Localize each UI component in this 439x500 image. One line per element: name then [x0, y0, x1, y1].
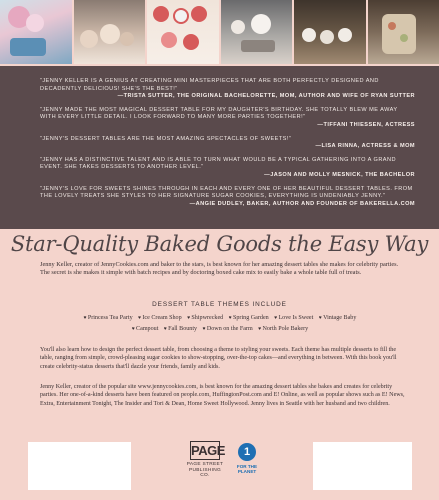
- barcode-area-left: [28, 442, 131, 490]
- testimonials-band: [0, 66, 439, 229]
- themes-title: DESSERT TABLE THEMES INCLUDE: [152, 301, 287, 308]
- publisher-logo-mark: PAGE: [191, 443, 225, 458]
- theme-item: ♥ Down on the Farm: [203, 326, 253, 332]
- publisher-logo-name: PAGE STREET PUBLISHING CO.: [186, 462, 224, 478]
- testimonial-text: “JENNY'S LOVE FOR SWEETS SHINES THROUGH IN EACH AND EVERY ONE OF HER BEAUTIFUL DESSERT TABLES. FROM THE LOVELY TREATS SHE STYLES TO HER SIGNATURE SUGAR COOKIES, EVERYTHING IS UNDENIABLY JENNY.”: [40, 185, 413, 200]
- intro-paragraph: Jenny Keller, creator of JennyCookies.com and baker to the stars, is best known for her amazing dessert tables she makes for celebrity parties. The secret is she makes it simple with batch recipes and by doctoring boxed cake mix to easily bake a whole table full of treats.: [40, 261, 399, 277]
- theme-item: ♥ Campout: [132, 326, 159, 332]
- barcode-area-right: [313, 442, 412, 490]
- photo-dessert-table: [221, 0, 293, 64]
- testimonial: [40, 107, 415, 130]
- photo-strip: [0, 0, 439, 64]
- testimonial-attribution: —LISA RINNA, ACTRESS & MOM: [315, 143, 415, 150]
- testimonial-attribution: —TRISTA SUTTER, THE ORIGINAL BACHELORETTE, MOM, AUTHOR AND WIFE OF RYAN SUTTER: [117, 93, 415, 100]
- theme-item: ♥ Fall Bounty: [164, 326, 197, 332]
- author-bio: Jenny Keller, creator of the popular site www.jennycookies.com, is best known for the amazing dessert tables she bakes and creates for celebrity parties. Her one-of-a-kind desserts have been featured on people.com, HuffingtonPost.com and E! Online, as well as popular shows such as E! News, Extra, Entertainment Tonight, The Insider and Tori & Dean, Home Sweet Hollywood. Jenny lives in Seattle with her husband and two children.: [40, 384, 405, 407]
- planet-logo-name: FOR THE PLANET: [236, 464, 258, 475]
- testimonial-text: “JENNY'S DESSERT TABLES ARE THE MOST AMAZING SPECTACLES OF SWEETS!”: [40, 135, 292, 142]
- theme-item: ♥ Vintage Baby: [319, 315, 357, 321]
- photo-cake: [368, 0, 439, 64]
- theme-item: ♥ Princess Tea Party: [84, 315, 133, 321]
- theme-item: ♥ Spring Garden: [229, 315, 269, 321]
- themes-list: [70, 313, 370, 335]
- publisher-logo: [186, 441, 224, 487]
- theme-item: ♥ Shipwrecked: [187, 315, 223, 321]
- testimonial-attribution: —JASON AND MOLLY MESNICK, THE BACHELOR: [264, 171, 415, 178]
- testimonial-attribution: —ANGIE DUDLEY, BAKER, AUTHOR AND FOUNDER OF BAKERELLA.COM: [189, 200, 415, 207]
- testimonial: [40, 186, 415, 209]
- body-paragraph: You'll also learn how to design the perfect dessert table, from choosing a theme to styling your sweets. Each theme has multiple desserts to fill the table, ranging from simple, crowd-pleasing sugar cookies to show-stopping, over-the-top cakes—and everything in between. With this book you'll create celebrity-status desserts that'll dazzle your friends, family and kids.: [40, 347, 397, 370]
- testimonial: [40, 78, 415, 101]
- theme-item: ♥ North Pole Bakery: [258, 326, 308, 332]
- headline: Star-Quality Baked Goods the Easy Way: [10, 232, 429, 256]
- testimonial-text: “JENNY MADE THE MOST MAGICAL DESSERT TABLE FOR MY DAUGHTER'S BIRTHDAY. SHE TOTALLY BLEW ME AWAY WITH EVERY LITTLE DETAIL. I LOOK FORWARD TO MANY MORE PARTIES TOGETHER!”: [40, 106, 398, 121]
- planet-logo-mark: 1: [238, 443, 256, 461]
- photo-cookies: [147, 0, 219, 64]
- theme-item: ♥ Ice Cream Shop: [138, 315, 181, 321]
- testimonial-text: “JENNY HAS A DISTINCTIVE TALENT AND IS ABLE TO TURN WHAT WOULD BE A TYPICAL GATHERING INTO A GRAND EVENT. SHE TAKES DESSERTS TO ANOTHER LEVEL.”: [40, 156, 396, 171]
- testimonial: [40, 136, 415, 151]
- photo-flowers: [0, 0, 72, 64]
- photo-campout: [294, 0, 366, 64]
- theme-item: ♥ Love Is Sweet: [274, 315, 313, 321]
- one-percent-planet-logo: [234, 443, 260, 487]
- testimonial: [40, 157, 415, 180]
- photo-cupcakes: [74, 0, 146, 64]
- testimonial-text: “JENNY KELLER IS A GENIUS AT CREATING MINI MASTERPIECES THAT ARE BOTH PERFECTLY DESIGNED AND DECADENTLY DELICIOUS! SHE'S THE BEST!”: [40, 78, 379, 92]
- testimonial-attribution: —TIFFANI THIESSEN, ACTRESS: [317, 121, 415, 128]
